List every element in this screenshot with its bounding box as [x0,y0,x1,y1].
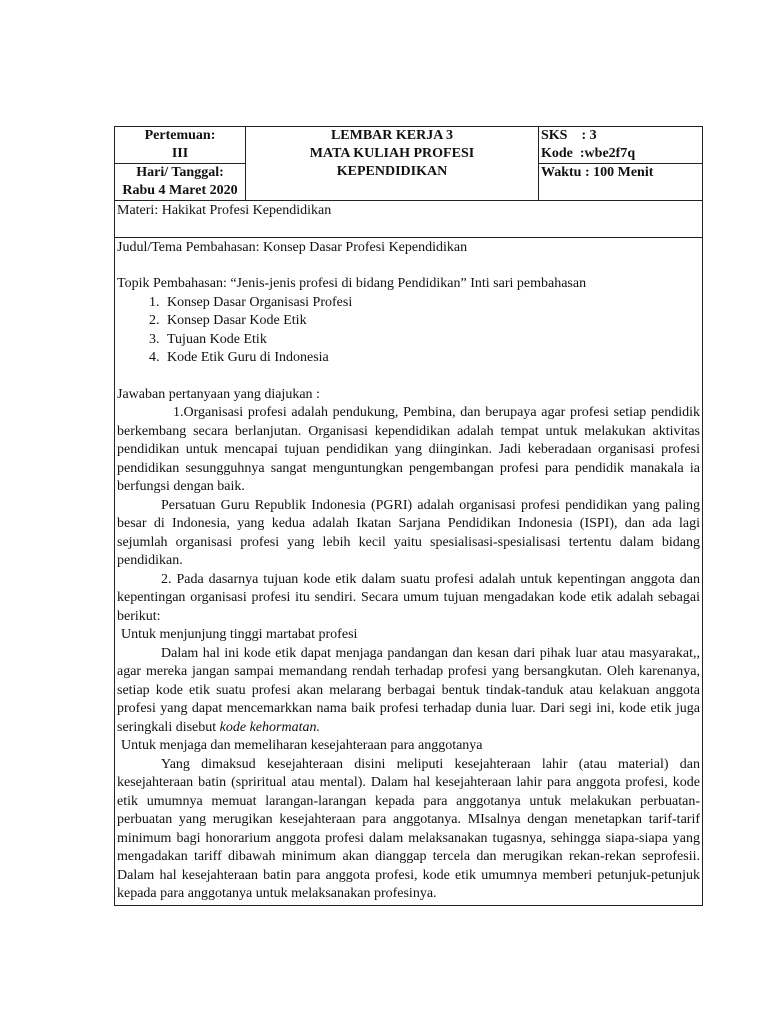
list-item: 3. Tujuan Kode Etik [163,331,700,350]
pertemuan-value: III [171,146,189,161]
list-item: 2. Konsep Dasar Kode Etik [163,312,700,331]
content-body [115,238,702,905]
content-box [114,201,703,906]
jawaban-label: Jawaban pertanyaan yang diajukan : [117,386,320,402]
paragraph-5: Yang dimaksud kesejahteraan disini meliputi kesejahteraan lahir (atau material) dan kesejahteraan batin (spriritual atau mental). Dalam hal kesejahteraan lahir para anggota profesi, kode etik umumnya memuat larangan-larangan kepada para anggotanya untuk melakukan perbuatan-perbuatan yang merugikan kesejahteraan para anggotanya. MIsalnya dengan menetapkan tarif-tarif minimum bagi honorarium anggota profesi dalam melaksanakan tugasnya, sehingga siapa-siapa yang mengadakan tariff dibawah minimum akan dianggap tercela dan merugikan rekan-rekan seprofesii. Dalam hal kesejahteraan batin para anggota profesi, kode etik umumnya memberi petunjuk-petunjuk kepada para anggotanya untuk melaksanakan profesinya. [117,756,700,901]
paragraph-1: 1.Organisasi profesi adalah pendukung, Pembina, dan berupaya agar profesi setiap pendidik berkembang secara berlanjutan. Organisasi kependidikan adalah tempat untuk melakukan aktivitas pendidikan untuk mencapai tujuan pendidikan yang diinginkan. Jadi keberadaan organisasi profesi pendidikan sesungguhnya sangat menguntungkan pengembangan profesi para pendidik manakala ia berfungsi dengan baik. [117,405,700,494]
hari-label: Hari/ Tanggal: [136,165,224,180]
title-cell [246,127,539,201]
waktu-cell [539,164,703,201]
topic-list [117,294,700,368]
waktu-value: Waktu : 100 Menit [541,165,654,180]
hari-cell [115,164,246,201]
sks-kode-cell [539,127,703,164]
title-line-3: KEPENDIDIKAN [336,164,448,179]
pertemuan-cell [115,127,246,164]
kode-value: Kode :wbe2f7q [541,146,636,161]
title-line-1: LEMBAR KERJA 3 [330,128,454,143]
paragraph-3: 2. Pada dasarnya tujuan kode etik dalam suatu profesi adalah untuk kepentingan anggota dan kepentingan organisasi profesi itu sendiri. Secara umum tujuan mengadakan kode etik adalah sebagai berikut: [117,571,700,624]
header-table [114,126,703,201]
paragraph-4-italic: kode kehormatan. [219,719,320,735]
title-line-2: MATA KULIAH PROFESI [309,146,475,161]
hari-value: Rabu 4 Maret 2020 [122,183,238,198]
subheading-2: Untuk menjaga dan memeliharan kesejahteraan para anggotanya [121,738,483,753]
list-item: 4. Kode Etik Guru di Indonesia [163,349,700,368]
topik-text: Topik Pembahasan: “Jenis-jenis profesi di bidang Pendidikan” Inti sari pembahasan [117,276,587,291]
judul-text: Judul/Tema Pembahasan: Konsep Dasar Profesi Kependidikan [117,239,468,255]
sks-value: SKS : 3 [541,128,597,143]
paragraph-2: Persatuan Guru Republik Indonesia (PGRI) adalah organisasi profesi pendidikan yang paling besar di Indonesia, yang kedua adalah Ikatan Sarjana Pendidikan Indonesia (ISPI), dan ada lagi sejumlah organisasi profesi yang lebih kecil yaitu spesialisasi-spesialisasi tertentu dalam bidang pendidikan. [117,497,700,568]
list-item: 1. Konsep Dasar Organisasi Profesi [163,294,700,313]
materi-row: Materi: Hakikat Profesi Kependidikan [115,201,702,238]
pertemuan-label: Pertemuan: [144,128,216,143]
paragraph-4 [117,645,700,738]
paragraph-4-text: Dalam hal ini kode etik dapat menjaga pandangan dan kesan dari pihak luar atau masyarakat,, agar mereka jangan sampai memandang rendah terhadap profesi yang bersangkutan. Oleh karenanya, setiap kode etik suatu profesi akan melarang berbagai bentuk tindak-tanduk atau kelakuan anggota profesi yang dapat mencemarkkan nama baik profesi terhadap dunia luar. Dari segi ini, kode etik juga seringkali disebut [117,645,700,735]
worksheet [114,126,703,906]
subheading-1: Untuk menjunjung tinggi martabat profesi [121,627,358,642]
